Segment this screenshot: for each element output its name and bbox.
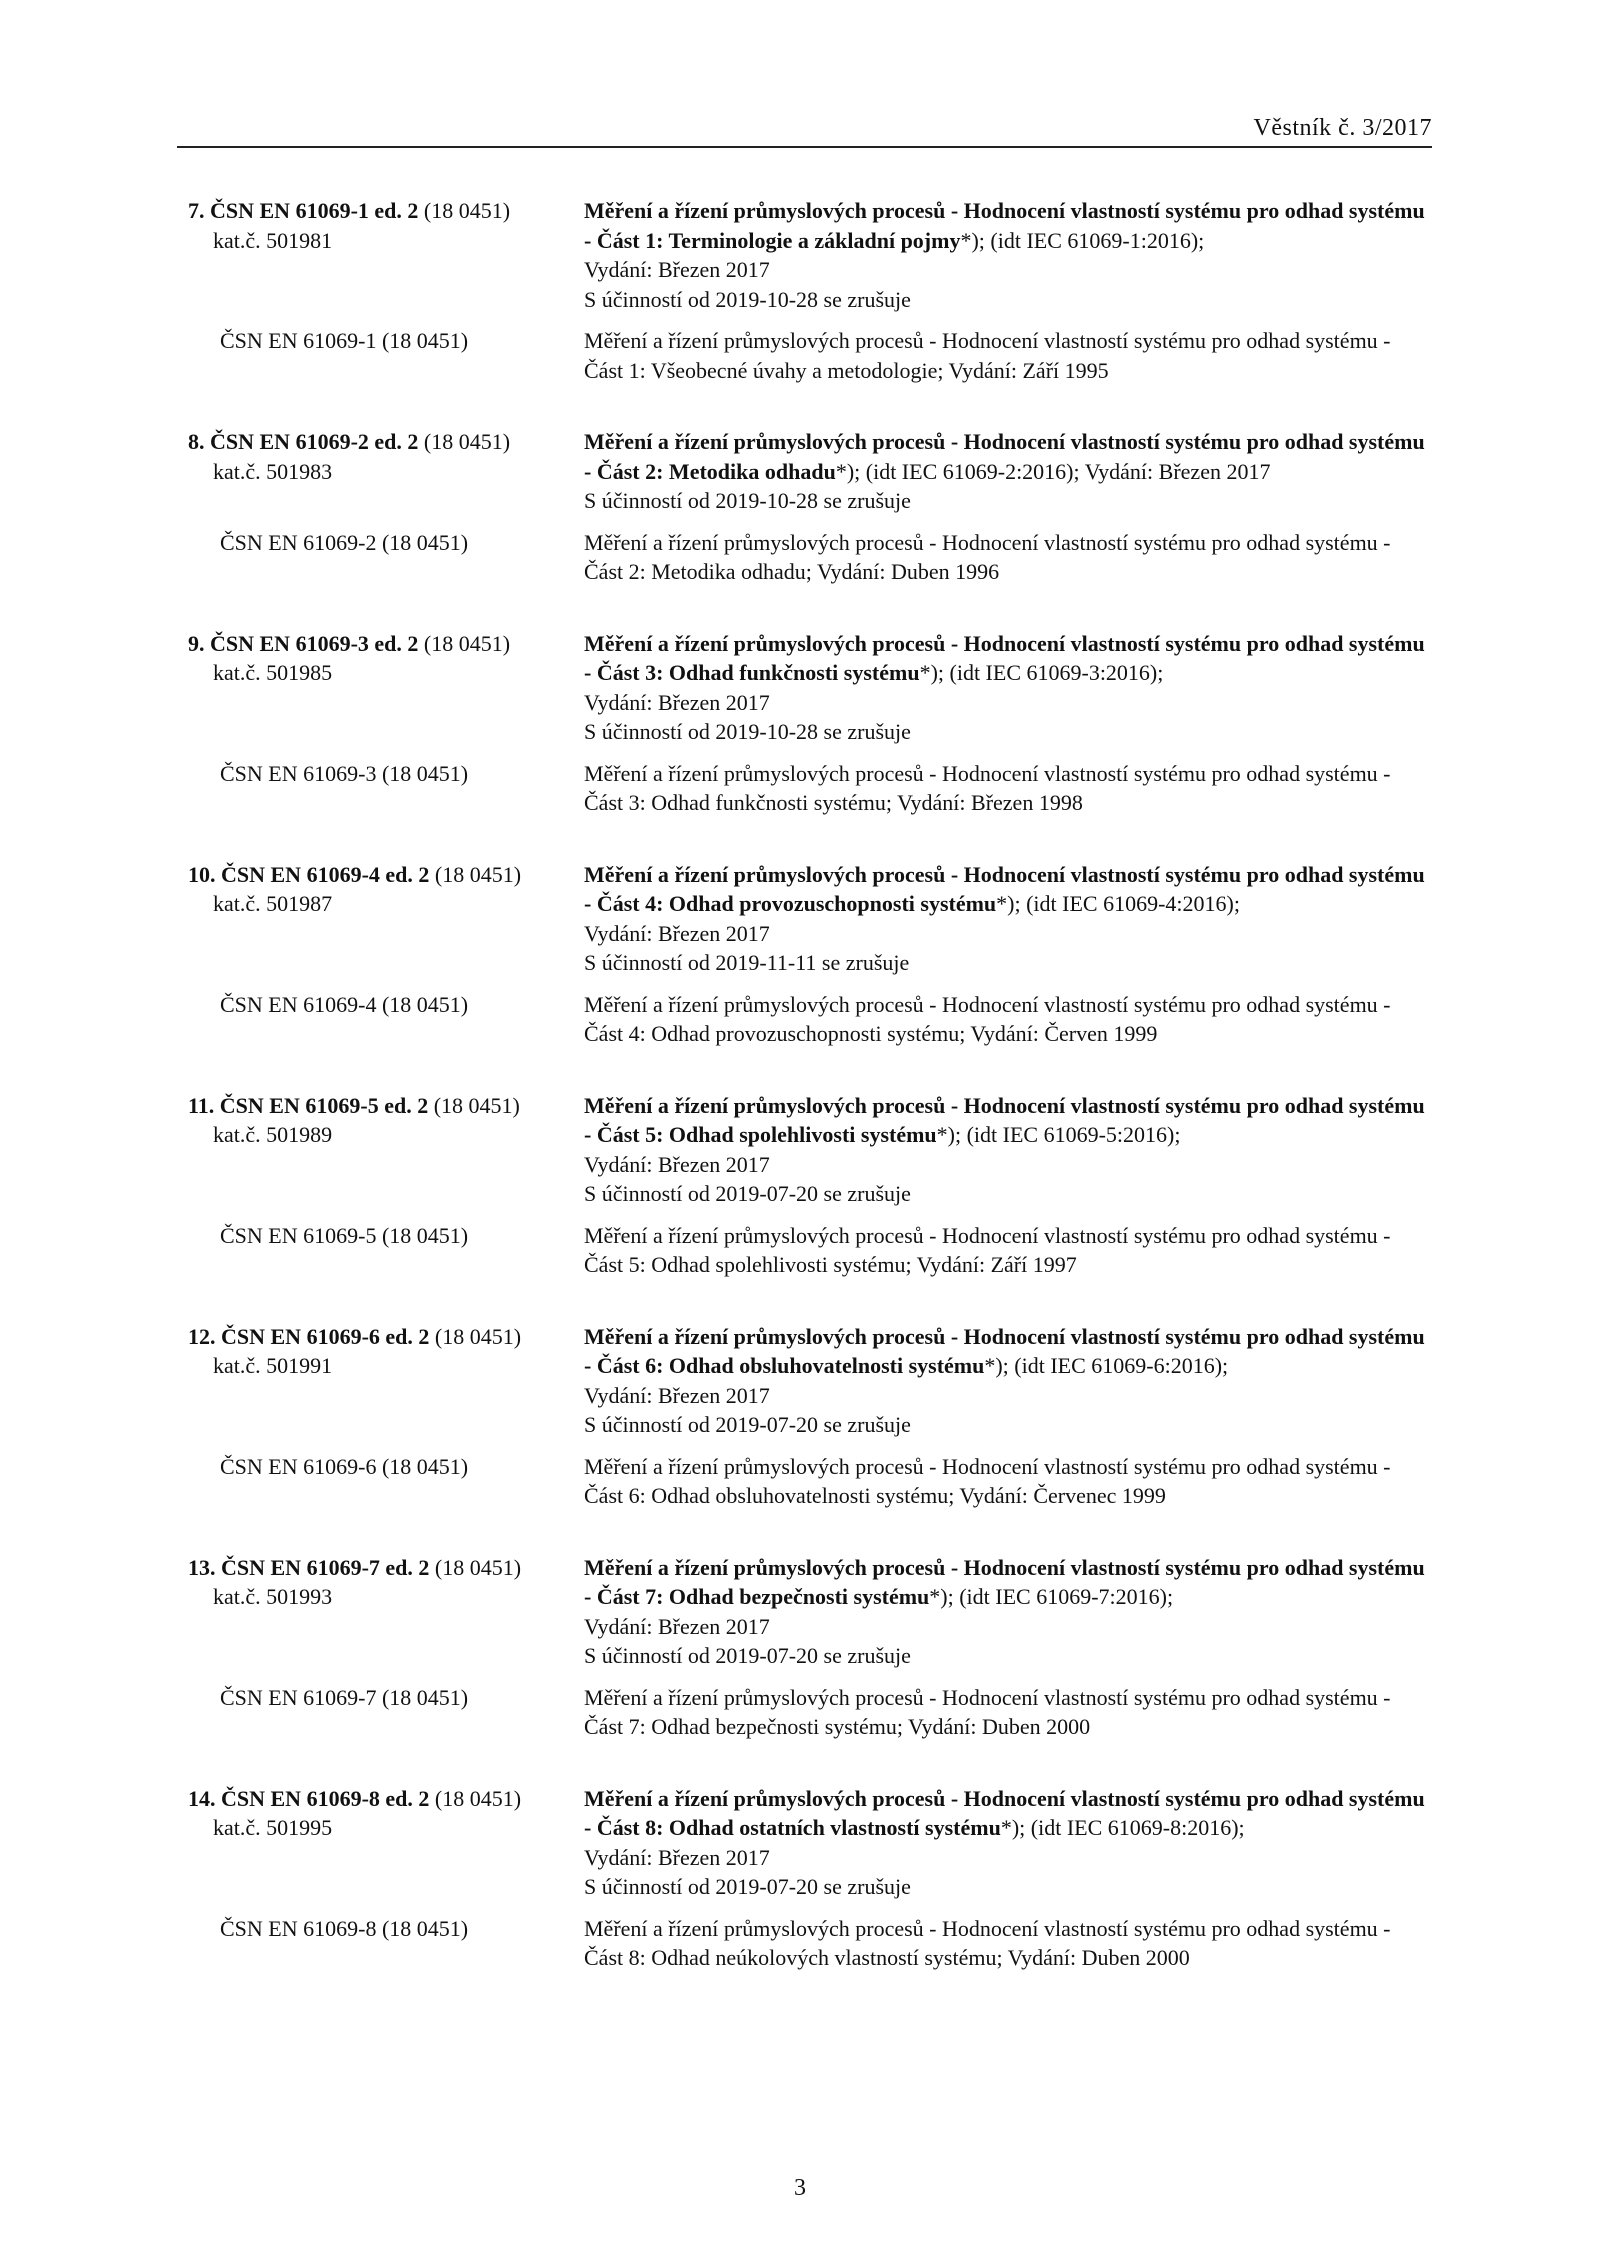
entry-number: 8.	[188, 429, 205, 454]
standard-identifier	[188, 1553, 584, 1671]
catalog-number: kat.č. 501987	[213, 891, 333, 916]
issue-date: Vydání: Březen 2017	[584, 1844, 770, 1870]
new-standard-row	[188, 1091, 1428, 1209]
catalog-number: kat.č. 501991	[213, 1353, 333, 1378]
page-header	[177, 110, 1432, 148]
standard-title-suffix: *); (idt IEC 61069-1:2016);	[960, 227, 1205, 253]
classification-code: (18 0451)	[434, 1323, 522, 1349]
standard-title: Měření a řízení průmyslových procesů - Hodnocení vlastností systému pro odhad systému - Část 8: Odhad ostatních vlastností systému	[584, 1785, 1425, 1840]
standard-title-suffix: *); (idt IEC 61069-8:2016);	[1000, 1815, 1245, 1840]
standards-list	[188, 196, 1428, 2015]
standard-title-suffix: *); (idt IEC 61069-5:2016);	[936, 1122, 1181, 1147]
validity-note: S účinností od 2019-07-20 se zrušuje	[584, 1874, 911, 1899]
standard-title-suffix: *); (idt IEC 61069-7:2016);	[929, 1584, 1174, 1609]
withdrawn-standard: ČSN EN 61069-2 (18 0451)	[220, 529, 469, 555]
standard-description	[584, 629, 1428, 747]
catalog-number: kat.č. 501989	[213, 1122, 333, 1147]
classification-code: (18 0451)	[433, 1092, 520, 1118]
standard-title: Měření a řízení průmyslových procesů - Hodnocení vlastností systému pro odhad systému - Část 1: Terminologie a základní pojmy	[584, 198, 1425, 253]
classification-code: (18 0451)	[423, 630, 511, 656]
validity-note: S účinností od 2019-07-20 se zrušuje	[584, 1412, 911, 1437]
withdrawn-standard-row	[188, 1452, 1428, 1511]
standard-designation: ČSN EN 61069-2 ed. 2	[210, 429, 419, 454]
standard-designation: ČSN EN 61069-1 ed. 2	[210, 198, 419, 223]
standard-title: Měření a řízení průmyslových procesů - Hodnocení vlastností systému pro odhad systému - Část 6: Odhad obsluhovatelnosti systému	[584, 1323, 1425, 1378]
standard-designation: ČSN EN 61069-3 ed. 2	[210, 630, 419, 656]
withdrawn-standard-title: Měření a řízení průmyslových procesů - Hodnocení vlastností systému pro odhad systému - Část 4: Odhad provozuschopnosti systému; Vydání: Červen 1999	[584, 991, 1391, 1046]
standard-designation: ČSN EN 61069-6 ed. 2	[221, 1323, 430, 1349]
standard-entry	[188, 1784, 1428, 1973]
withdrawn-standard-row	[188, 1914, 1428, 1973]
standard-designation: ČSN EN 61069-4 ed. 2	[221, 861, 430, 887]
page-number: 3	[794, 2175, 806, 2201]
standard-identifier	[188, 1322, 584, 1440]
standard-identifier	[188, 1784, 584, 1902]
withdrawn-standard: ČSN EN 61069-1 (18 0451)	[220, 328, 469, 353]
catalog-number: kat.č. 501985	[213, 660, 333, 685]
standard-designation: ČSN EN 61069-7 ed. 2	[221, 1554, 430, 1580]
standard-identifier	[188, 427, 584, 516]
issue-date: Vydání: Březen 2017	[584, 920, 770, 946]
entry-number: 13.	[188, 1554, 216, 1580]
standard-description	[584, 1553, 1428, 1671]
entry-number: 11.	[188, 1092, 215, 1118]
withdrawn-standard-row	[188, 528, 1428, 587]
classification-code: (18 0451)	[434, 1554, 522, 1580]
standard-title-suffix: *); (idt IEC 61069-6:2016);	[984, 1353, 1229, 1378]
entry-number: 12.	[188, 1323, 216, 1349]
issue-date: Vydání: Březen 2017	[584, 257, 770, 282]
standard-identifier	[188, 629, 584, 747]
issue-date: Vydání: Březen 2017	[584, 689, 770, 715]
standard-title: Měření a řízení průmyslových procesů - Hodnocení vlastností systému pro odhad systému - Část 3: Odhad funkčnosti systému	[584, 630, 1425, 685]
withdrawn-standard: ČSN EN 61069-7 (18 0451)	[220, 1684, 469, 1710]
withdrawn-standard-title: Měření a řízení průmyslových procesů - Hodnocení vlastností systému pro odhad systému - Část 2: Metodika odhadu; Vydání: Duben 1996	[584, 529, 1391, 584]
validity-note: S účinností od 2019-10-28 se zrušuje	[584, 719, 911, 744]
journal-issue: Věstník č. 3/2017	[1253, 115, 1432, 141]
standard-entry	[188, 629, 1428, 818]
standard-entry	[188, 196, 1428, 385]
withdrawn-standard: ČSN EN 61069-3 (18 0451)	[220, 760, 469, 786]
new-standard-row	[188, 196, 1428, 314]
issue-date: Vydání: Březen 2017	[584, 1151, 770, 1177]
withdrawn-standard-row	[188, 1221, 1428, 1280]
standard-designation: ČSN EN 61069-8 ed. 2	[221, 1785, 430, 1811]
new-standard-row	[188, 1322, 1428, 1440]
standard-designation: ČSN EN 61069-5 ed. 2	[219, 1092, 429, 1118]
withdrawn-standard: ČSN EN 61069-6 (18 0451)	[220, 1453, 469, 1479]
standard-identifier	[188, 1091, 584, 1209]
standard-title-suffix: *); (idt IEC 61069-2:2016); Vydání: Březen 2017	[835, 458, 1271, 484]
new-standard-row	[188, 860, 1428, 978]
new-standard-row	[188, 1553, 1428, 1671]
classification-code: (18 0451)	[423, 198, 511, 223]
validity-note: S účinností od 2019-07-20 se zrušuje	[584, 1643, 911, 1668]
withdrawn-standard-title: Měření a řízení průmyslových procesů - Hodnocení vlastností systému pro odhad systému - Část 6: Odhad obsluhovatelnosti systému; Vydání: Červenec 1999	[584, 1453, 1391, 1508]
entry-number: 7.	[188, 198, 205, 223]
standard-entry	[188, 1091, 1428, 1280]
standard-description	[584, 1784, 1428, 1902]
validity-note: S účinností od 2019-11-11 se zrušuje	[584, 950, 910, 975]
standard-identifier	[188, 860, 584, 978]
withdrawn-standard-row	[188, 326, 1428, 385]
withdrawn-standard-title: Měření a řízení průmyslových procesů - Hodnocení vlastností systému pro odhad systému - Část 8: Odhad neúkolových vlastností systému; Vydání: Duben 2000	[584, 1915, 1391, 1970]
standard-description	[584, 1091, 1428, 1209]
classification-code: (18 0451)	[434, 1785, 522, 1811]
new-standard-row	[188, 1784, 1428, 1902]
withdrawn-standard-row	[188, 1683, 1428, 1742]
new-standard-row	[188, 629, 1428, 747]
classification-code: (18 0451)	[434, 861, 522, 887]
standard-entry	[188, 1553, 1428, 1742]
withdrawn-standard: ČSN EN 61069-4 (18 0451)	[220, 991, 469, 1017]
entry-number: 10.	[188, 861, 216, 887]
catalog-number: kat.č. 501981	[213, 227, 333, 253]
standard-description	[584, 196, 1428, 314]
withdrawn-standard: ČSN EN 61069-5 (18 0451)	[220, 1222, 469, 1248]
standard-title: Měření a řízení průmyslových procesů - Hodnocení vlastností systému pro odhad systému - Část 5: Odhad spolehlivosti systému	[584, 1092, 1425, 1147]
entry-number: 9.	[188, 630, 205, 656]
withdrawn-standard-title: Měření a řízení průmyslových procesů - Hodnocení vlastností systému pro odhad systému - Část 7: Odhad bezpečnosti systému; Vydání: Duben 2000	[584, 1684, 1391, 1739]
standard-description	[584, 1322, 1428, 1440]
standard-entry	[188, 860, 1428, 1049]
validity-note: S účinností od 2019-10-28 se zrušuje	[584, 488, 911, 513]
withdrawn-standard-row	[188, 759, 1428, 818]
issue-date: Vydání: Březen 2017	[584, 1613, 770, 1639]
classification-code: (18 0451)	[423, 429, 511, 454]
withdrawn-standard-title: Měření a řízení průmyslových procesů - Hodnocení vlastností systému pro odhad systému - Část 3: Odhad funkčnosti systému; Vydání: Březen 1998	[584, 760, 1391, 815]
standard-identifier	[188, 196, 584, 314]
standard-description	[584, 860, 1428, 978]
issue-date: Vydání: Březen 2017	[584, 1382, 770, 1408]
new-standard-row	[188, 427, 1428, 516]
withdrawn-standard-title: Měření a řízení průmyslových procesů - Hodnocení vlastností systému pro odhad systému - Část 5: Odhad spolehlivosti systému; Vydání: Září 1997	[584, 1222, 1391, 1277]
validity-note: S účinností od 2019-07-20 se zrušuje	[584, 1181, 911, 1206]
validity-note: S účinností od 2019-10-28 se zrušuje	[584, 286, 911, 312]
withdrawn-standard-title: Měření a řízení průmyslových procesů - Hodnocení vlastností systému pro odhad systému - Část 1: Všeobecné úvahy a metodologie; Vydání: Září 1995	[584, 328, 1391, 383]
catalog-number: kat.č. 501995	[213, 1815, 333, 1840]
standard-title: Měření a řízení průmyslových procesů - Hodnocení vlastností systému pro odhad systému - Část 2: Metodika odhadu	[584, 429, 1425, 484]
withdrawn-standard-row	[188, 990, 1428, 1049]
standard-title: Měření a řízení průmyslových procesů - Hodnocení vlastností systému pro odhad systému - Část 7: Odhad bezpečnosti systému	[584, 1554, 1425, 1609]
standard-entry	[188, 427, 1428, 587]
standard-title-suffix: *); (idt IEC 61069-4:2016);	[996, 891, 1240, 916]
withdrawn-standard: ČSN EN 61069-8 (18 0451)	[220, 1915, 469, 1941]
standard-entry	[188, 1322, 1428, 1511]
entry-number: 14.	[188, 1785, 216, 1811]
catalog-number: kat.č. 501983	[213, 458, 333, 484]
standard-title-suffix: *); (idt IEC 61069-3:2016);	[919, 660, 1164, 685]
standard-description	[584, 427, 1428, 516]
standard-title: Měření a řízení průmyslových procesů - Hodnocení vlastností systému pro odhad systému - Část 4: Odhad provozuschopnosti systému	[584, 861, 1425, 916]
catalog-number: kat.č. 501993	[213, 1584, 333, 1609]
